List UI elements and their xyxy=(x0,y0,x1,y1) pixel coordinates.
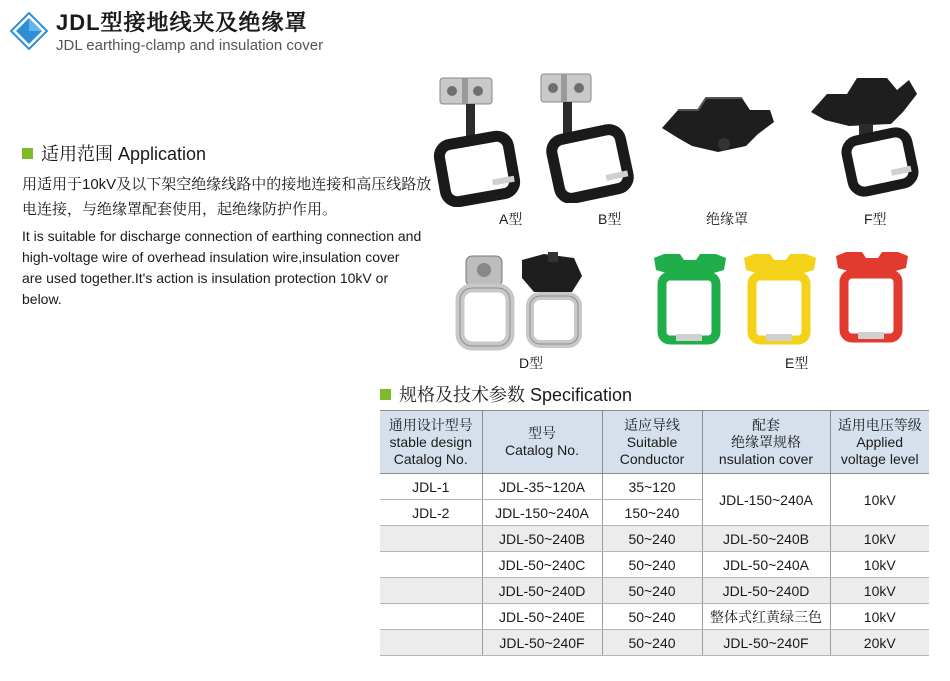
insulation-cover-label: 绝缘罩 xyxy=(706,211,748,227)
clamp-type-d-metal-image xyxy=(452,252,522,352)
clamp-type-e-red-image xyxy=(832,248,912,348)
cell-voltage: 10kV xyxy=(830,552,929,578)
clamp-type-d-label: D型 xyxy=(519,355,544,371)
cell-design xyxy=(380,552,482,578)
cell-voltage: 20kV xyxy=(830,630,929,656)
clamp-type-e-label: E型 xyxy=(785,355,809,371)
clamp-type-f-label: F型 xyxy=(864,211,887,227)
application-text-cn: 用适用于10kV及以下架空绝缘线路中的接地连接和高压线路放电连接，与绝缘罩配套使用，起绝缘防护作用。 xyxy=(22,176,432,218)
table-row xyxy=(380,474,929,500)
table-row xyxy=(380,552,929,578)
page-subtitle: JDL earthing-clamp and insulation cover xyxy=(56,37,324,54)
cell-conductor: 35~120 xyxy=(602,474,702,500)
clamp-type-a-image xyxy=(432,72,542,207)
spec-header-row xyxy=(380,411,929,474)
cell-cover: JDL-50~240F xyxy=(702,630,830,656)
cell-conductor: 50~240 xyxy=(602,526,702,552)
application-heading-text: 适用范围 Application xyxy=(41,144,207,164)
cell-catalog: JDL-50~240D xyxy=(482,578,602,604)
cell-voltage: 10kV xyxy=(830,526,929,552)
cell-design: JDL-2 xyxy=(380,500,482,526)
spec-table xyxy=(380,410,929,656)
table-row xyxy=(380,526,929,552)
cell-cover: 整体式红黄绿三色 xyxy=(702,604,830,630)
cell-catalog: JDL-50~240B xyxy=(482,526,602,552)
cell-cover: JDL-50~240A xyxy=(702,552,830,578)
clamp-type-f-image xyxy=(805,60,925,200)
table-row xyxy=(380,578,929,604)
cell-conductor: 50~240 xyxy=(602,630,702,656)
header-design-catalog: 通用设计型号 stable design Catalog No. xyxy=(380,411,482,474)
page-title: JDL型接地线夹及绝缘罩 xyxy=(56,10,308,35)
cell-catalog: JDL-50~240F xyxy=(482,630,602,656)
spec-heading xyxy=(380,381,632,407)
bullet-square-icon xyxy=(22,148,33,159)
cell-design xyxy=(380,630,482,656)
cell-voltage: 10kV xyxy=(830,604,929,630)
cell-voltage: 10kV xyxy=(830,474,929,526)
cell-catalog: JDL-35~120A xyxy=(482,474,602,500)
cell-catalog: JDL-150~240A xyxy=(482,500,602,526)
clamp-type-b-label: B型 xyxy=(598,211,622,227)
cell-catalog: JDL-50~240C xyxy=(482,552,602,578)
header-catalog: 型号 Catalog No. xyxy=(482,411,602,474)
cell-conductor: 50~240 xyxy=(602,604,702,630)
application-text-en: It is suitable for discharge connection of earthing connection and high-voltage wire of overhead insulation wire,insulation cover are used together.It's action is insulation protection 10kV or below. xyxy=(22,228,422,307)
bullet-square-icon xyxy=(380,389,391,400)
cell-catalog: JDL-50~240E xyxy=(482,604,602,630)
cell-design xyxy=(380,604,482,630)
clamp-type-b-image xyxy=(535,68,645,203)
table-row xyxy=(380,630,929,656)
cell-cover: JDL-50~240B xyxy=(702,526,830,552)
cell-conductor: 50~240 xyxy=(602,578,702,604)
cell-conductor: 150~240 xyxy=(602,500,702,526)
header-insulation-cover: 配套 绝缘罩规格 nsulation cover xyxy=(702,411,830,474)
clamp-type-e-yellow-image xyxy=(740,250,820,350)
table-row xyxy=(380,604,929,630)
cell-voltage: 10kV xyxy=(830,578,929,604)
cell-conductor: 50~240 xyxy=(602,552,702,578)
cell-cover: JDL-50~240D xyxy=(702,578,830,604)
spec-heading-text: 规格及技术参数 Specification xyxy=(399,385,633,405)
application-heading xyxy=(22,140,206,166)
header-conductor: 适应导线 Suitable Conductor xyxy=(602,411,702,474)
cell-cover: JDL-150~240A xyxy=(702,474,830,526)
diamond-logo-icon xyxy=(10,12,48,50)
cell-design xyxy=(380,526,482,552)
header-voltage: 适用电压等级 Applied voltage level xyxy=(830,411,929,474)
clamp-type-a-label: A型 xyxy=(499,211,523,227)
clamp-type-e-green-image xyxy=(650,250,730,350)
clamp-type-d-covered-image xyxy=(516,250,591,350)
insulation-cover-image xyxy=(658,88,778,168)
cell-design xyxy=(380,578,482,604)
cell-design: JDL-1 xyxy=(380,474,482,500)
